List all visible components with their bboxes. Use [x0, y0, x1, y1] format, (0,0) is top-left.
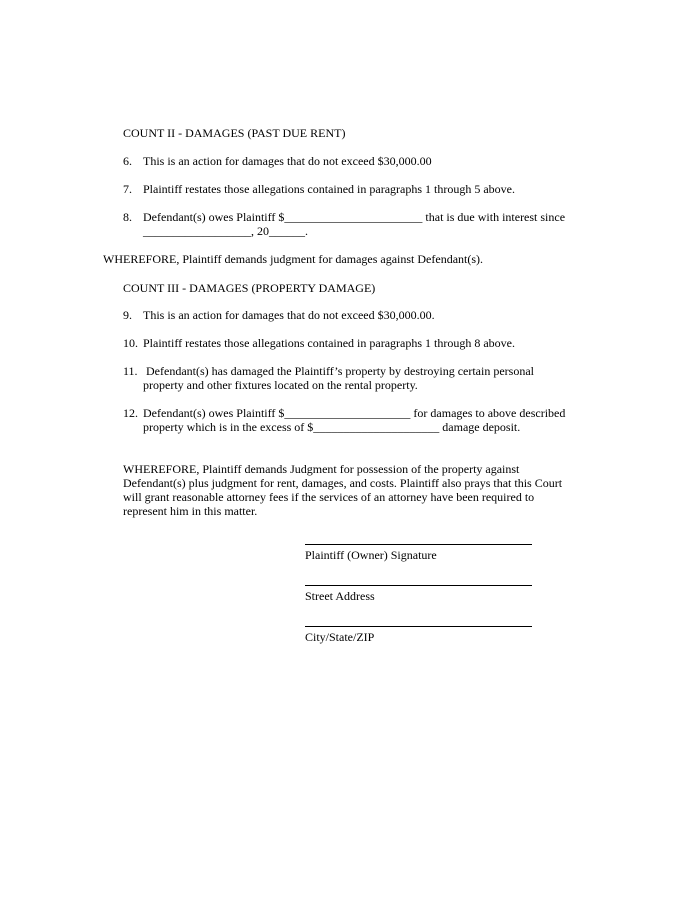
wherefore-possession-line: will grant reasonable attorney fees if the services of an attorney have been required to — [123, 490, 535, 504]
paragraph-text: Plaintiff restates those allegations contained in paragraphs 1 through 8 above. — [143, 336, 516, 350]
paragraph-number: 6. — [123, 154, 132, 168]
count-ii-heading: COUNT II - DAMAGES (PAST DUE RENT) — [123, 126, 346, 140]
paragraph-9 — [123, 308, 435, 322]
paragraph-8-continuation: __________________, 20______. — [143, 224, 308, 238]
paragraph-12-continuation: property which is in the excess of $_____________________ damage deposit. — [143, 420, 521, 434]
paragraph-text: Defendant(s) owes Plaintiff $_____________________ for damages to above described — [143, 406, 566, 420]
paragraph-number: 12. — [123, 406, 138, 420]
paragraph-text: Plaintiff restates those allegations contained in paragraphs 1 through 5 above. — [143, 182, 516, 196]
paragraph-text: Defendant(s) owes Plaintiff $_______________________ that is due with interest since — [143, 210, 566, 224]
paragraph-12 — [123, 406, 565, 420]
wherefore-damages: WHEREFORE, Plaintiff demands judgment for damages against Defendant(s). — [103, 252, 484, 266]
paragraph-number: 11. — [123, 364, 138, 378]
paragraph-number: 7. — [123, 182, 132, 196]
paragraph-11-continuation: property and other fixtures located on the rental property. — [143, 378, 418, 392]
paragraph-8 — [123, 210, 565, 224]
paragraph-7 — [123, 182, 515, 196]
signature-line[interactable] — [305, 544, 532, 545]
street-address-label: Street Address — [305, 589, 375, 603]
paragraph-number: 8. — [123, 210, 132, 224]
city-state-zip-line[interactable] — [305, 626, 532, 627]
paragraph-number: 9. — [123, 308, 132, 322]
signature-label: Plaintiff (Owner) Signature — [305, 548, 437, 562]
wherefore-possession-line: represent him in this matter. — [123, 504, 258, 518]
paragraph-number: 10. — [123, 336, 138, 350]
city-state-zip-label: City/State/ZIP — [305, 630, 375, 644]
count-iii-heading: COUNT III - DAMAGES (PROPERTY DAMAGE) — [123, 281, 376, 295]
paragraph-text: Defendant(s) has damaged the Plaintiff’s property by destroying certain personal — [146, 364, 534, 378]
paragraph-text: This is an action for damages that do not exceed $30,000.00. — [143, 308, 435, 322]
wherefore-possession-line: WHEREFORE, Plaintiff demands Judgment for possession of the property against — [123, 462, 520, 476]
wherefore-possession-line: Defendant(s) plus judgment for rent, damages, and costs. Plaintiff also prays that this Court — [123, 476, 563, 490]
paragraph-11 — [123, 364, 534, 378]
paragraph-6 — [123, 154, 432, 168]
street-address-line[interactable] — [305, 585, 532, 586]
paragraph-text: This is an action for damages that do not exceed $30,000.00 — [143, 154, 432, 168]
paragraph-10 — [123, 336, 515, 350]
